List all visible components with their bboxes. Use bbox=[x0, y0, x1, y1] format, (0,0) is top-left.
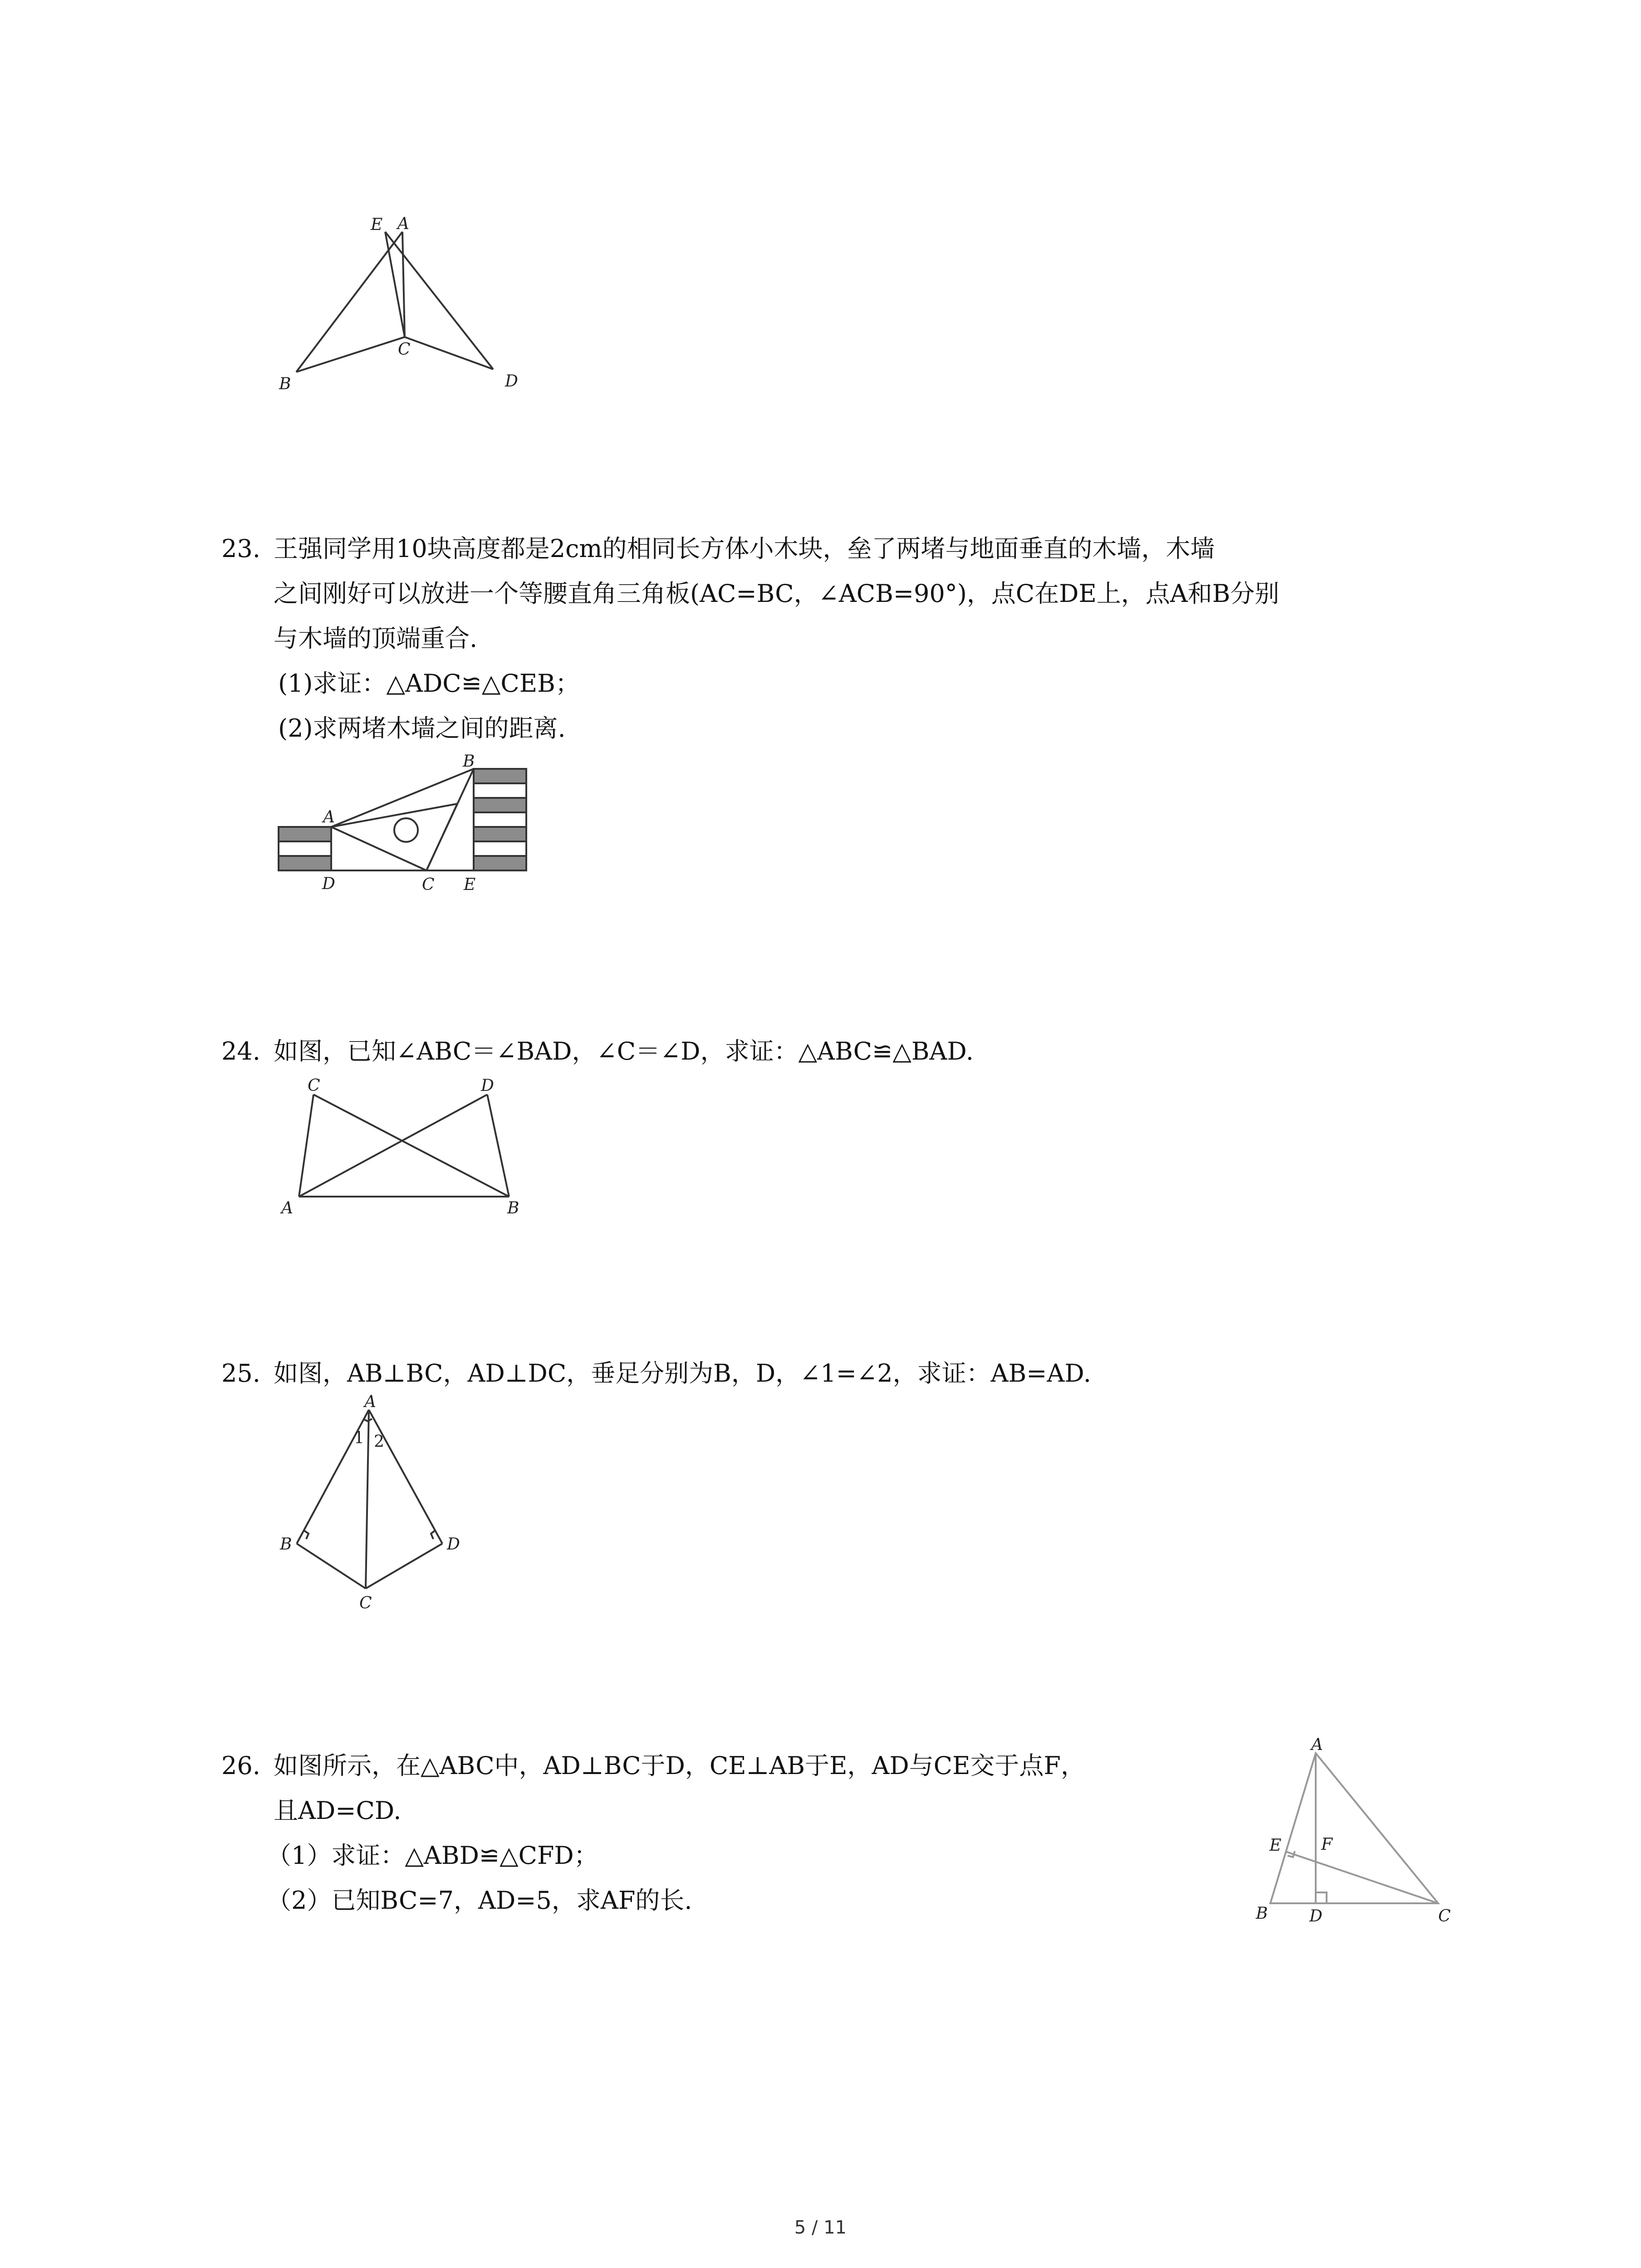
label-E: E bbox=[1269, 1836, 1282, 1855]
question-text-line: 与木墙的顶端重合. bbox=[274, 624, 478, 653]
label-D: D bbox=[505, 372, 518, 391]
label-C: C bbox=[1438, 1907, 1451, 1926]
question-24 bbox=[221, 1030, 1474, 1075]
figure-25 bbox=[272, 1393, 481, 1619]
sub-question-1: （1）求证：△ABD≌△CFD； bbox=[267, 1841, 598, 1870]
figure-23 bbox=[277, 753, 535, 907]
question-text-line: 如图所示，在△ABC中，AD⊥BC于D，CE⊥AB于E，AD与CE交于点F， bbox=[274, 1751, 1086, 1780]
label-F: F bbox=[1321, 1835, 1332, 1854]
sub-question-2: (2)求两堵木墙之间的距离. bbox=[278, 714, 566, 743]
label-A: A bbox=[397, 215, 409, 233]
label-D: D bbox=[322, 875, 335, 893]
label-D: D bbox=[447, 1535, 460, 1554]
question-text-line: 王强同学用10块高度都是2cm的相同长方体小木块，垒了两堵与地面垂直的木墙，木墙 bbox=[274, 534, 1215, 563]
question-text-line: 之间刚好可以放进一个等腰直角三角板(AC=BC，∠ACB=90°)，点C在DE上，点A和B分别 bbox=[274, 579, 1279, 608]
label-C: C bbox=[308, 1076, 320, 1095]
angle-1-label: 1 bbox=[354, 1429, 364, 1447]
label-E: E bbox=[464, 875, 476, 894]
question-text-line: 如图，AB⊥BC，AD⊥DC，垂足分别为B，D，∠1=∠2，求证：AB=AD. bbox=[274, 1359, 1092, 1388]
label-B: B bbox=[279, 375, 291, 393]
wall-block bbox=[474, 827, 526, 841]
question-text-line: 如图，已知∠ABC＝∠BAD，∠C＝∠D，求证：△ABC≌△BAD. bbox=[274, 1037, 974, 1066]
wall-block bbox=[474, 798, 526, 812]
label-C: C bbox=[422, 875, 435, 894]
label-A: A bbox=[1311, 1735, 1323, 1754]
question-number: 26. bbox=[221, 1751, 260, 1780]
figure-26 bbox=[1239, 1737, 1474, 1937]
figure-22 bbox=[254, 209, 544, 399]
wall-block bbox=[474, 856, 526, 870]
figure-24 bbox=[272, 1075, 544, 1225]
question-number: 24. bbox=[221, 1037, 260, 1066]
label-B: B bbox=[507, 1199, 519, 1217]
label-E: E bbox=[371, 215, 383, 234]
wall-block bbox=[474, 841, 526, 856]
wall-block bbox=[279, 827, 331, 841]
label-D: D bbox=[1309, 1907, 1323, 1926]
wall-block bbox=[279, 841, 331, 856]
sub-question-2: （2）已知BC=7，AD=5，求AF的长. bbox=[267, 1886, 692, 1915]
question-26 bbox=[221, 1744, 1265, 1935]
sub-question-1: (1)求证：△ADC≌△CEB； bbox=[278, 669, 580, 698]
question-23 bbox=[221, 527, 1474, 754]
page-number: 5 / 11 bbox=[794, 2217, 847, 2238]
wall-block bbox=[474, 812, 526, 827]
label-B: B bbox=[280, 1535, 292, 1554]
label-B: B bbox=[463, 752, 475, 771]
question-number: 25. bbox=[221, 1359, 260, 1388]
label-B: B bbox=[1256, 1904, 1268, 1923]
wall-block bbox=[279, 856, 331, 870]
label-A: A bbox=[323, 808, 335, 826]
label-C: C bbox=[359, 1594, 372, 1613]
wall-block bbox=[474, 769, 526, 783]
label-A: A bbox=[281, 1199, 293, 1217]
question-text-line: 且AD=CD. bbox=[274, 1796, 402, 1825]
label-C: C bbox=[398, 340, 411, 359]
wall-block bbox=[474, 783, 526, 798]
question-number: 23. bbox=[221, 534, 260, 563]
label-D: D bbox=[481, 1076, 494, 1095]
angle-2-label: 2 bbox=[374, 1432, 384, 1451]
label-A: A bbox=[364, 1393, 376, 1411]
question-25 bbox=[221, 1352, 1474, 1397]
